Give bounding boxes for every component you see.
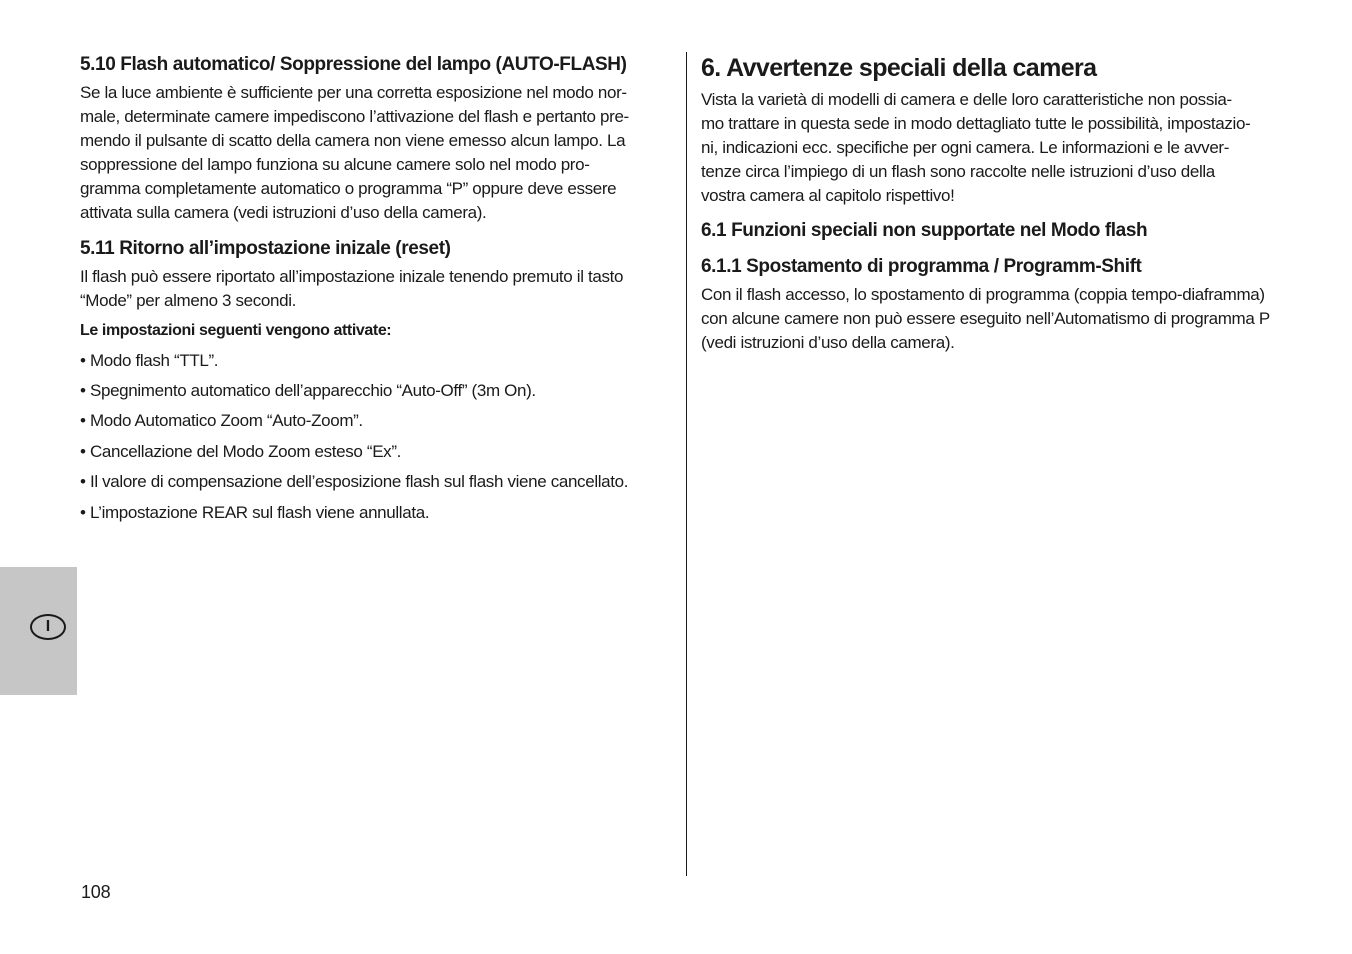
section-6-1-1-heading: 6.1.1 Spostamento di programma / Programm-Shift xyxy=(701,256,1142,277)
body-line: Con il flash accesso, lo spostamento di programma (coppia tempo-diaframma) xyxy=(701,285,1265,304)
section-5-11-heading: 5.11 Ritorno all’impostazione inizale (reset) xyxy=(80,238,451,259)
section-5-10-heading: 5.10 Flash automatico/ Soppressione del lampo (AUTO-FLASH) xyxy=(80,54,627,75)
body-line: Vista la varietà di modelli di camera e delle loro caratteristiche non possia- xyxy=(701,90,1232,109)
language-badge xyxy=(30,614,66,640)
body-line: gramma completamente automatico o programma “P” oppure deve essere xyxy=(80,179,617,198)
list-item: • Modo flash “TTL”. xyxy=(80,351,219,370)
list-item: • Il valore di compensazione dell’esposizione flash sul flash viene cancellato. xyxy=(80,472,629,491)
list-item: • Cancellazione del Modo Zoom esteso “Ex”. xyxy=(80,442,402,461)
body-line: Il flash può essere riportato all’impostazione inizale tenendo premuto il tasto xyxy=(80,267,624,286)
section-5-10-body xyxy=(80,81,629,225)
language-letter: I xyxy=(45,618,51,635)
body-line: (vedi istruzioni d’uso della camera). xyxy=(701,333,955,352)
body-line: vostra camera al capitolo rispettivo! xyxy=(701,186,955,205)
body-line: soppressione del lampo funziona su alcune camere solo nel modo pro- xyxy=(80,155,590,174)
body-line: male, determinate camere impediscono l’attivazione del flash e pertanto pre- xyxy=(80,107,629,126)
section-6-body xyxy=(701,88,1250,208)
list-item: • L’impostazione REAR sul flash viene annullata. xyxy=(80,503,430,522)
body-line: con alcune camere non può essere eseguito nell’Automatismo di programma P xyxy=(701,309,1270,328)
body-line: Se la luce ambiente è sufficiente per una corretta esposizione nel modo nor- xyxy=(80,83,627,102)
body-line: ni, indicazioni ecc. specifiche per ogni camera. Le informazioni e le avver- xyxy=(701,138,1230,157)
body-line: “Mode” per almeno 3 secondi. xyxy=(80,291,297,310)
settings-list-heading: Le impostazioni seguenti vengono attivate: xyxy=(80,322,392,339)
body-line: mo trattare in questa sede in modo dettagliato tutte le possibilità, impostazio- xyxy=(701,114,1251,133)
body-line: tenze circa l’impiego di un flash sono raccolte nelle istruzioni d’uso della xyxy=(701,162,1215,181)
body-line: attivata sulla camera (vedi istruzioni d’uso della camera). xyxy=(80,203,487,222)
section-6-1-heading: 6.1 Funzioni speciali non supportate nel Modo flash xyxy=(701,220,1148,241)
page-number: 108 xyxy=(81,882,111,902)
list-item: • Spegnimento automatico dell’apparecchio “Auto-Off” (3m On). xyxy=(80,381,536,400)
section-6-1-1-body xyxy=(701,283,1270,355)
column-divider xyxy=(686,52,687,876)
list-item: • Modo Automatico Zoom “Auto-Zoom”. xyxy=(80,411,363,430)
section-6-heading: 6. Avvertenze speciali della camera xyxy=(701,54,1097,82)
section-5-11-body xyxy=(80,265,623,313)
body-line: mendo il pulsante di scatto della camera non viene emesso alcun lampo. La xyxy=(80,131,626,150)
